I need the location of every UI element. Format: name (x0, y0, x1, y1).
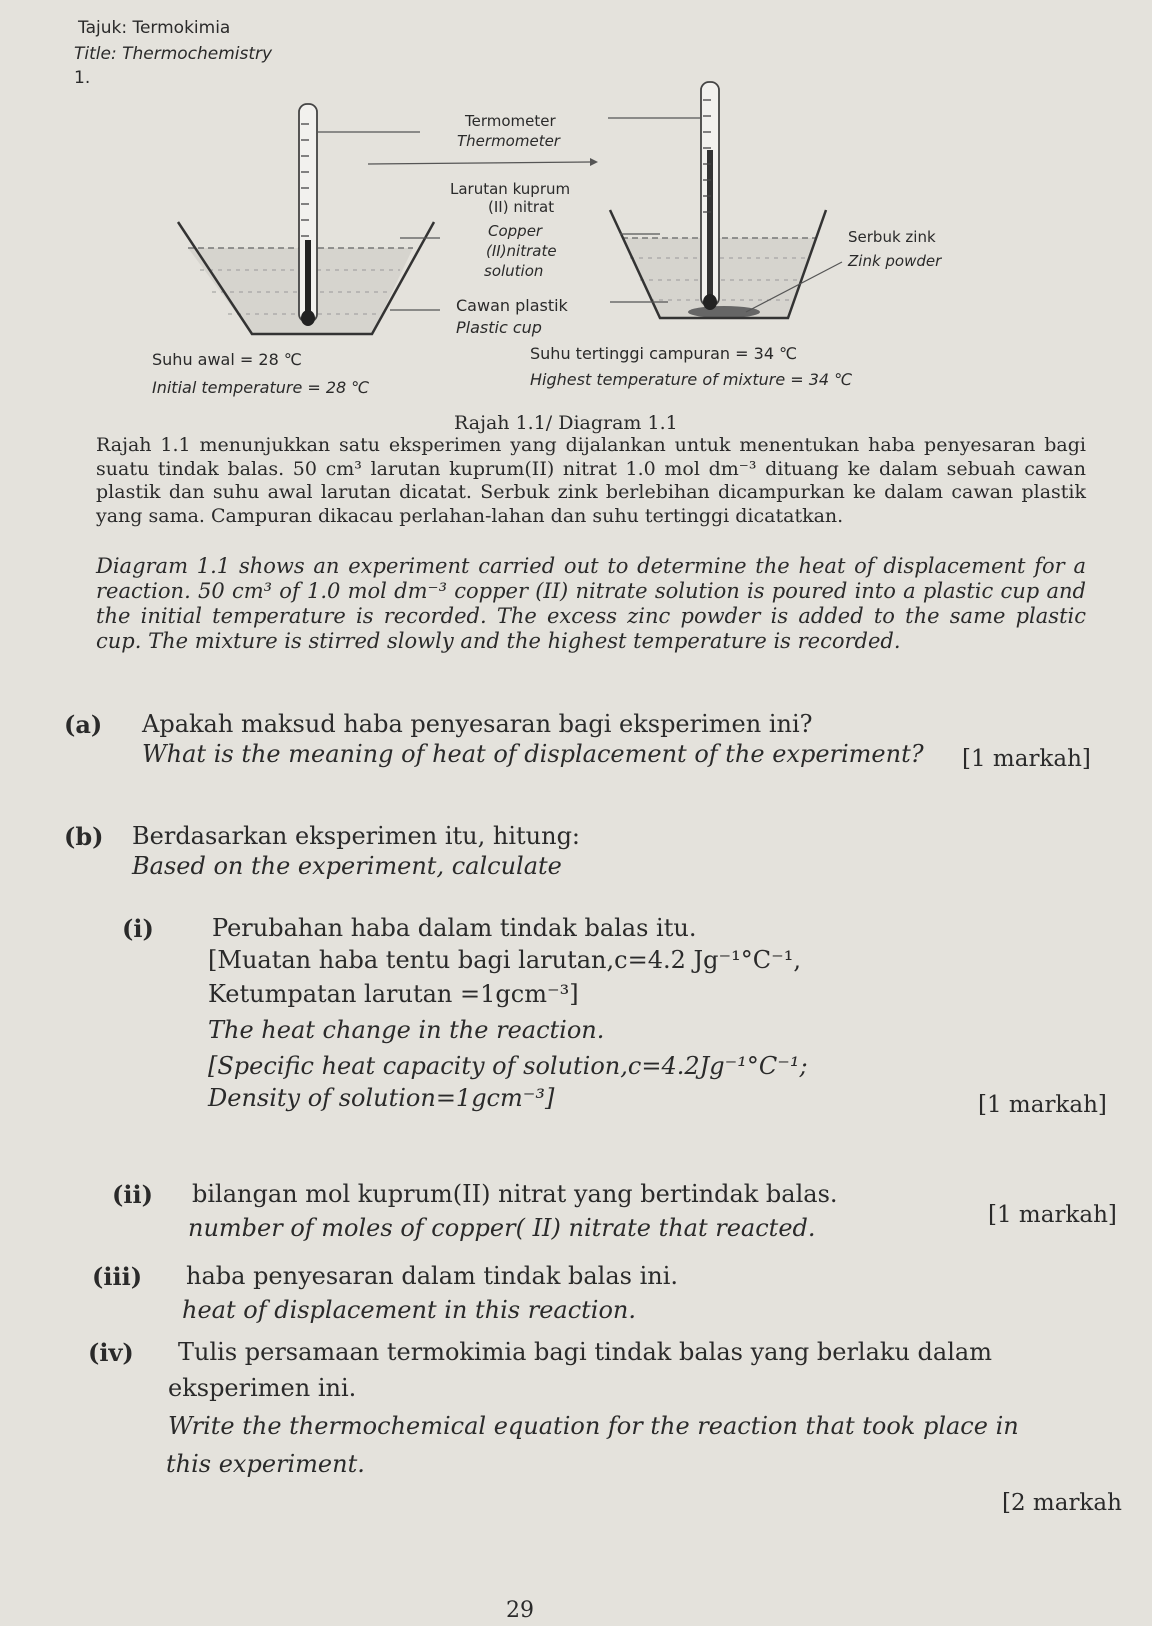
zinc-powder-icon (688, 306, 760, 318)
question-biv-text-en-1: Write the thermochemical equation for the reaction that took place in (168, 1412, 1019, 1440)
question-bi-text-ms-2: [Muatan haba tentu bagi larutan,c=4.2 Jg⁻¹°C⁻¹, (208, 946, 802, 974)
intro-paragraph-en: Diagram 1.1 shows an experiment carried out to determine the heat of displacement for a reaction. 50 cm³ of 1.0 mol dm⁻³ copper (II) nitrate solution is poured into a plastic cup and the initial temperature is recorded. The excess zinc powder is added to the same plastic cup. The mixture is stirred slowly and the highest temperature is recorded. (96, 554, 1086, 653)
label-initial-temp-en: Initial temperature = 28 ℃ (152, 378, 370, 397)
left-thermometer (299, 104, 317, 326)
question-bii-marks: [1 markah] (988, 1202, 1117, 1228)
question-bi-text-en-2: [Specific heat capacity of solution,c=4.2Jg⁻¹°C⁻¹; (208, 1052, 808, 1080)
label-thermometer-ms: Termometer (465, 112, 556, 130)
label-cup-en: Plastic cup (456, 318, 542, 337)
label-solution-en-1: Copper (488, 222, 543, 240)
label-solution-en-2: (II)nitrate (486, 242, 557, 260)
intro-paragraph-ms: Rajah 1.1 menunjukkan satu eksperimen yang dijalankan untuk menentukan haba penyesaran bagi suatu tindak balas. 50 cm³ larutan kuprum(II) nitrat 1.0 mol dm⁻³ dituang ke dalam sebuah cawan plastik dan suhu awal larutan dicatat. Serbuk zink berlebihan dicampurkan ke dalam cawan plastik yang sama. Campuran dikacau perlahan-lahan dan suhu tertinggi dicatatkan. (96, 434, 1086, 527)
label-highest-temp-en: Highest temperature of mixture = 34 ℃ (530, 370, 853, 389)
question-b-label: (b) (64, 822, 104, 851)
label-initial-temp-ms: Suhu awal = 28 ℃ (152, 350, 302, 369)
question-bi-text-en-3: Density of solution=1gcm⁻³] (208, 1084, 555, 1112)
question-bi-text-en-1: The heat change in the reaction. (208, 1016, 605, 1044)
question-biv-marks: [2 markah (1002, 1490, 1122, 1516)
question-number: 1. (74, 68, 91, 88)
label-cup-ms: Cawan plastik (456, 296, 568, 315)
question-biv-text-ms-1: Tulis persamaan termokimia bagi tindak balas yang berlaku dalam (178, 1338, 992, 1366)
question-biv-text-en-2: this experiment. (166, 1450, 365, 1478)
question-a-text-en: What is the meaning of heat of displacement of the experiment? (142, 740, 924, 768)
label-zinc-en: Zink powder (848, 252, 942, 270)
label-solution-ms-2: (II) nitrat (488, 198, 555, 216)
question-bii-label: (ii) (112, 1180, 153, 1209)
label-thermometer-en: Thermometer (457, 132, 560, 150)
topic-title-ms: Tajuk: Termokimia (78, 18, 231, 38)
question-bii-text-en: number of moles of copper( II) nitrate that reacted. (188, 1214, 816, 1242)
question-biv-label: (iv) (88, 1338, 134, 1367)
page-number: 29 (506, 1598, 534, 1623)
question-a-marks: [1 markah] (962, 746, 1091, 772)
question-a-text-ms: Apakah maksud haba penyesaran bagi eksperimen ini? (142, 710, 813, 738)
question-bi-text-ms-3: Ketumpatan larutan =1gcm⁻³] (208, 980, 579, 1008)
label-zinc-ms: Serbuk zink (848, 228, 936, 246)
label-solution-ms-1: Larutan kuprum (450, 180, 571, 198)
question-bi-text-ms-1: Perubahan haba dalam tindak balas itu. (212, 914, 697, 942)
label-highest-temp-ms: Suhu tertinggi campuran = 34 ℃ (530, 344, 798, 363)
question-biii-text-en: heat of displacement in this reaction. (182, 1296, 637, 1324)
question-bi-marks: [1 markah] (978, 1092, 1107, 1118)
topic-title-en: Title: Thermochemistry (74, 44, 273, 64)
question-bi-label: (i) (122, 914, 154, 943)
right-thermometer (701, 82, 719, 310)
label-solution-en-3: solution (484, 262, 544, 280)
question-a-label: (a) (64, 710, 103, 739)
question-b-text-ms: Berdasarkan eksperimen itu, hitung: (132, 822, 581, 850)
question-biii-label: (iii) (92, 1262, 143, 1291)
question-bii-text-ms: bilangan mol kuprum(II) nitrat yang bertindak balas. (192, 1180, 838, 1208)
question-biii-text-ms: haba penyesaran dalam tindak balas ini. (186, 1262, 679, 1290)
question-b-text-en: Based on the experiment, calculate (132, 852, 562, 880)
question-biv-text-ms-2: eksperimen ini. (168, 1374, 357, 1402)
diagram-caption: Rajah 1.1/ Diagram 1.1 (454, 412, 678, 434)
